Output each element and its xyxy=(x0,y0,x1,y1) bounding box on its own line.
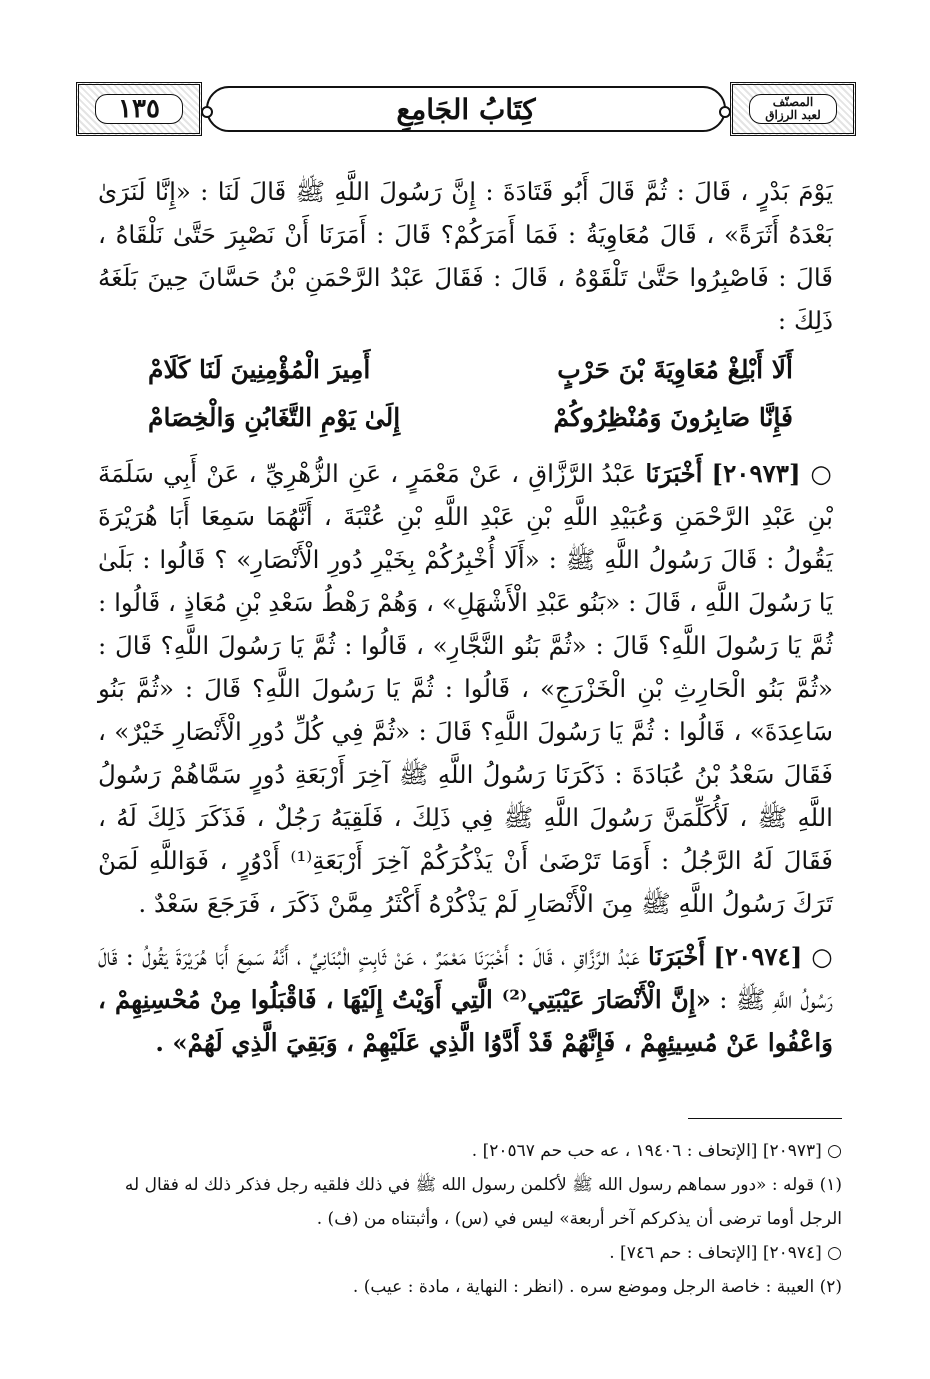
verse-first-hemistich: أَلَا أَبْلِغْ مُعَاوِيَةَ بْنَ حَرْبٍ xyxy=(557,355,793,384)
footnote: (٢) العيبة : خاصة الرجل وموضع سره . (انظر : النهاية ، مادة : عيب) . xyxy=(352,1277,842,1297)
main-text xyxy=(98,170,833,1064)
hadith-number: ○ [٢٠٩٧٣] xyxy=(711,459,833,488)
footnote: ○ [٢٠٩٧٣] [الإتحاف : ١٩٤٠٦ ، عه حب حم ٢٠٥٦٧] . xyxy=(471,1141,842,1161)
footnote: ○ [٢٠٩٧٤] [الإتحاف : حم ٧٤٦] . xyxy=(609,1243,842,1263)
verse-second-hemistich: أَمِيرَ الْمُؤْمِنِينَ لَنَا كَلَامْ xyxy=(148,355,371,384)
book-logo: المصنّف لعبد الرزاق xyxy=(765,95,821,122)
verse-second-hemistich: إِلَىٰ يَوْمِ التَّغَابُنِ وَالْخِصَامْ xyxy=(148,403,401,432)
footnote: (١) قوله : «دور سماهم رسول الله ﷺ لأكلمن رسول الله ﷺ في ذلك فلقيه رجل فذكر ذلك له فقال له الرجل أوما ترضى أن يذكركم آخر أربعة» ليس في (س) ، وأثبتناه من (ف) . xyxy=(124,1175,842,1229)
page-number: ١٣٥ xyxy=(118,94,160,124)
hadith-text: عَبْدُ الرَّزَّاقِ ، عَنْ مَعْمَرٍ ، عَنِ الزُّهْرِيِّ ، عَنْ أَبِي سَلَمَةَ بْنِ عَبْدِ الرَّحْمَنِ وَعُبَيْدِ اللَّهِ بْنِ عَبْدِ اللَّهِ بْنِ عُتْبَةَ ، أَنَّهُمَا سَمِعَا أَبَا هُرَيْرَةَ يَقُولُ : قَالَ رَسُولُ اللَّهِ ﷺ : «أَلَا أُخْبِرُكُمْ بِخَيْرِ دُورِ الْأَنْصَارِ» ؟ قَالُوا : بَلَىٰ يَا رَسُولَ اللَّهِ ، قَالَ : «بَنُو عَبْدِ الْأَشْهَلِ» ، وَهُمْ رَهْطُ سَعْدِ بْنِ مُعَاذٍ ، قَالُوا : ثُمَّ يَا رَسُولَ اللَّهِ؟ قَالَ : «ثُمَّ بَنُو النَّجَّارِ» ، قَالُوا : ثُمَّ يَا رَسُولَ اللَّهِ؟ قَالَ : «ثُمَّ بَنُو الْحَارِثِ بْنِ الْخَزْرَجِ» ، قَالُوا : ثُمَّ يَا رَسُولَ اللَّهِ؟ قَالَ : «ثُمَّ بَنُو سَاعِدَةَ» ، قَالُوا : ثُمَّ يَا رَسُولَ اللَّهِ؟ قَالَ : «ثُمَّ فِي كُلِّ دُورِ الْأَنْصَارِ خَيْرٌ» ، فَقَالَ سَعْدُ بْنُ عُبَادَةَ : ذَكَرَنَا رَسُولُ اللَّهِ ﷺ آخِرَ أَرْبَعَةِ دُورٍ سَمَّاهُمْ رَسُولُ اللَّهِ ﷺ ، لَأُكَلِّمَنَّ رَسُولَ اللَّهِ ﷺ فِي ذَلِكَ ، فَلَقِيَهُ رَجُلٌ ، فَذَكَرَ ذَلِكَ لَهُ ، فَقَالَ لَهُ الرَّجُلُ : أَوَمَا تَرْضَىٰ أَنْ يَذْكُرَكُمْ آخِرَ أَرْبَعَةِ⁽¹⁾ أَدْوُرٍ ، فَوَاللَّهِ لَمَنْ تَرَكَ رَسُولُ اللَّهِ ﷺ مِنَ الْأَنْصَارِ لَمْ يَذْكُرْهُ أَكْثَرُ مِمَّنْ ذَكَرَ ، فَرَجَعَ سَعْدٌ . xyxy=(98,459,834,918)
akhbarana-marker: أَخْبَرَنَا xyxy=(645,459,703,488)
running-title: كِتَابُ الجَامِعِ xyxy=(396,92,536,126)
running-title-frame xyxy=(206,86,726,132)
hadith-number: ○ [٢٠٩٧٤] xyxy=(713,942,833,971)
poem xyxy=(98,346,833,442)
verse-first-hemistich: فَإِنَّا صَابِرُونَ وَمُنْظِرُوكُمْ xyxy=(553,403,793,432)
page-number-box xyxy=(76,82,202,136)
footnote-separator xyxy=(688,1118,842,1119)
hadith-text: عَبْدُ الرَّزَّاقِ ، قَالَ : أَخْبَرَنَا مَعْمَرٌ ، عَنْ ثَابِتٍ الْبُنَانِيِّ ، أَنَّهُ سَمِعَ أَبَا هُرَيْرَةَ يَقُولُ : قَالَ رَسُولُ اللَّهِ ﷺ : xyxy=(98,942,833,1014)
hadith-quote: «إِنَّ الْأَنْصَارَ عَيْبَتِي⁽²⁾ الَّتِي أَوَيْتُ إِلَيْهَا ، فَاقْبَلُوا مِنْ مُحْسِنِهِمْ ، وَاعْفُوا عَنْ مُسِيئِهِمْ ، فَإِنَّهُمْ قَدْ أَدَّوُا الَّذِي عَلَيْهِمْ ، وَبَقِيَ الَّذِي لَهُمْ» . xyxy=(98,985,833,1057)
book-logo-box xyxy=(730,82,856,136)
page-header xyxy=(76,82,856,138)
footnotes xyxy=(100,1134,842,1304)
poem-verse xyxy=(98,346,833,394)
akhbarana-marker: أَخْبَرَنَا xyxy=(648,942,706,971)
intro-paragraph: يَوْمَ بَدْرٍ ، قَالَ : ثُمَّ قَالَ أَبُو قَتَادَةَ : إِنَّ رَسُولَ اللَّهِ ﷺ قَالَ لَنَا : «إِنَّا لَنَرَىٰ بَعْدَهُ أَثَرَةً» ، قَالَ مُعَاوِيَةُ : فَمَا أَمَرَكُمْ؟ قَالَ : أَمَرَنَا أَنْ نَصْبِرَ حَتَّىٰ نَلْقَاهُ ، قَالَ : فَاصْبِرُوا حَتَّىٰ تَلْقَوْهُ ، قَالَ : فَقَالَ عَبْدُ الرَّحْمَنِ بْنُ حَسَّانَ حِينَ بَلَغَهُ ذَلِكَ : xyxy=(98,177,833,335)
hadith-20974 xyxy=(98,935,833,1064)
hadith-20973 xyxy=(98,452,833,925)
poem-verse xyxy=(98,394,833,442)
